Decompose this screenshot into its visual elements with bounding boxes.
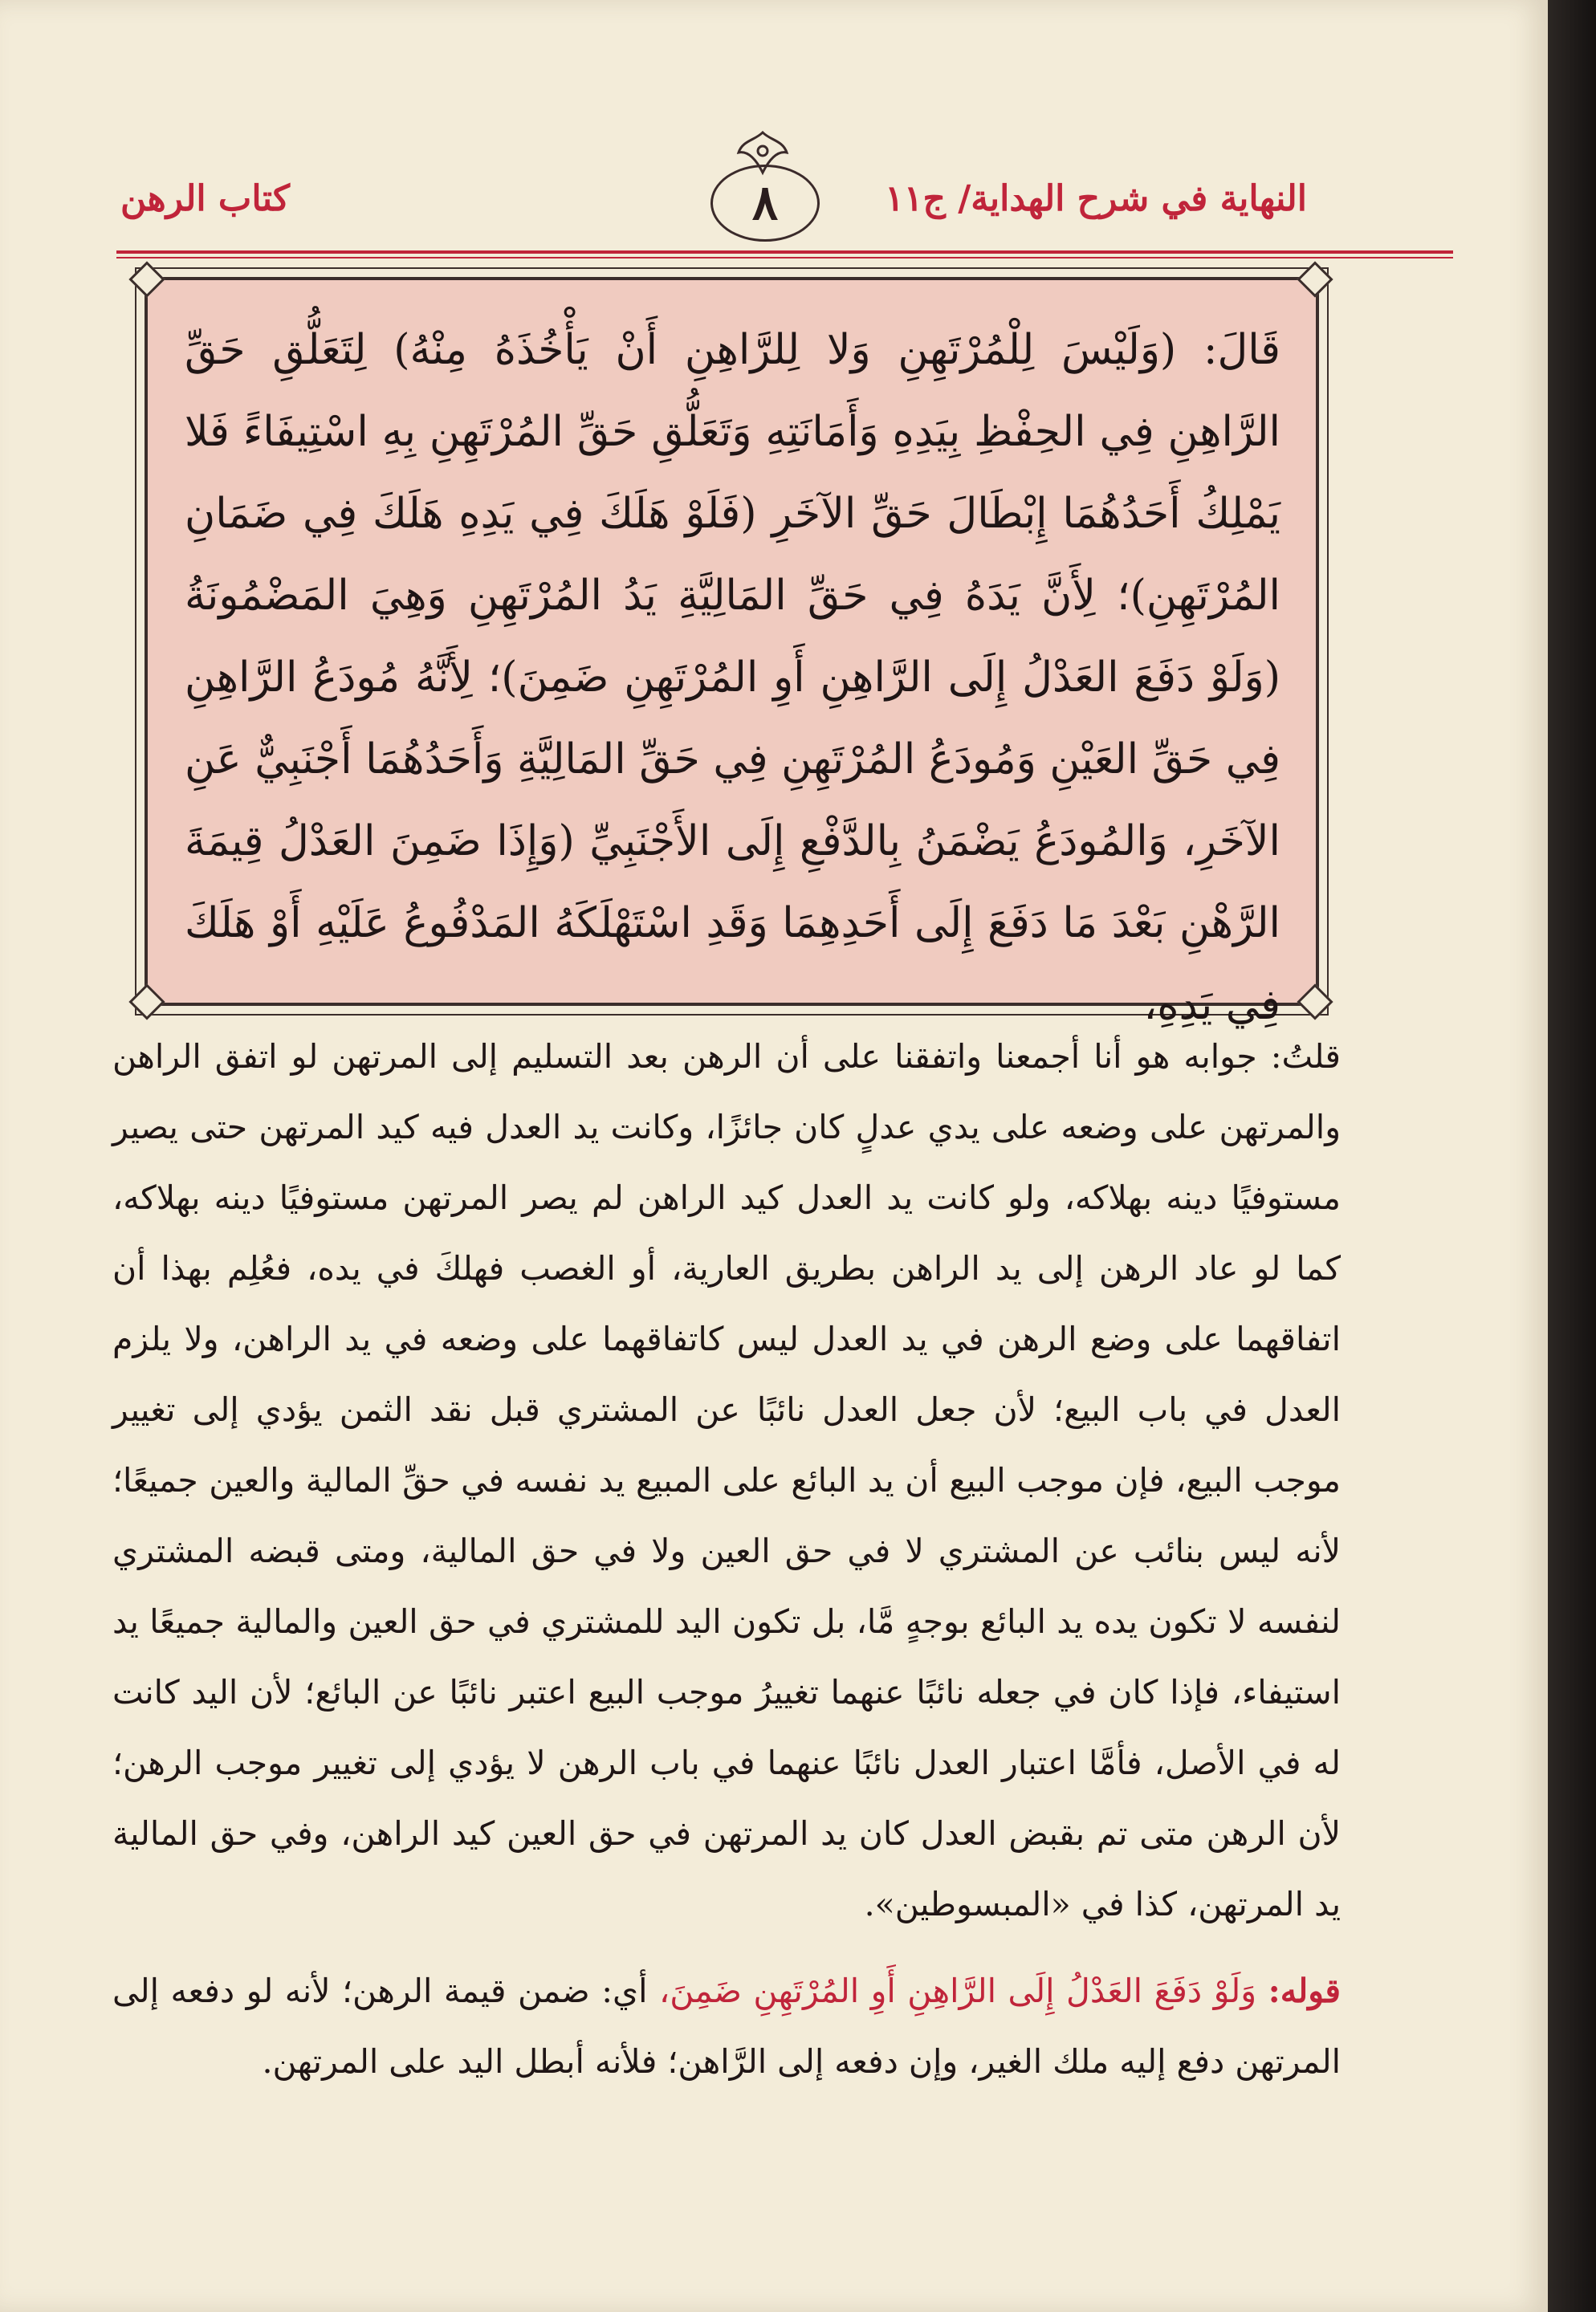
header-rule-thin (116, 257, 1453, 258)
book-cover-edge (1548, 0, 1596, 2312)
running-header-book-title: النهاية في شرح الهداية/ ج١١ (885, 178, 1307, 219)
running-header-chapter-title: كتاب الرهن (120, 178, 290, 219)
matn-paragraph: قَالَ: (وَلَيْسَ لِلْمُرْتَهِنِ وَلا لِلرَّاهِنِ أَنْ يَأْخُذَهُ مِنْهُ) لِتَعَلُّقِ حَقِّ الرَّاهِنِ فِي الحِفْظِ بِيَدِهِ وَأَمَانَتِهِ وَتَعَلُّقِ حَقِّ المُرْتَهِنِ بِهِ اسْتِيفَاءً فَلا يَمْلِكُ أَحَدُهُمَا إِبْطَالَ حَقِّ الآخَرِ (فَلَوْ هَلَكَ فِي يَدِهِ هَلَكَ فِي ضَمَانِ المُرْتَهِنِ)؛ لِأَنَّ يَدَهُ فِي حَقِّ المَالِيَّةِ يَدُ المُرْتَهِنِ وَهِيَ المَضْمُونَةُ (وَلَوْ دَفَعَ العَدْلُ إِلَى الرَّاهِنِ أَوِ المُرْتَهِنِ ضَمِنَ)؛ لِأَنَّهُ مُودَعُ الرَّاهِنِ فِي حَقِّ العَيْنِ وَمُودَعُ المُرْتَهِنِ فِي حَقِّ المَالِيَّةِ وَأَحَدُهُمَا أَجْنَبِيٌّ عَنِ الآخَرِ، وَالمُودَعُ يَضْمَنُ بِالدَّفْعِ إِلَى الأَجْنَبِيِّ (وَإِذَا ضَمِنَ العَدْلُ قِيمَةَ الرَّهْنِ بَعْدَ مَا دَفَعَ إِلَى أَحَدِهِمَا وَقَدِ اسْتَهْلَكَهُ المَدْفُوعُ عَلَيْهِ أَوْ هَلَكَ فِي يَدِهِ، (185, 326, 1280, 1029)
qawl-explanation: أي: ضمن قيمة الرهن؛ لأنه لو دفعه إلى المرتهن دفع إليه ملك الغير، وإن دفعه إلى الرَّاهن؛ فلأنه أبطل اليد على المرتهن. (112, 1972, 1341, 2081)
matn-text-block (185, 309, 1280, 1046)
commentary-text-block (112, 1021, 1341, 2097)
header-rule (116, 250, 1453, 254)
commentary-paragraph: قلتُ: جوابه هو أنا أجمعنا واتفقنا على أن الرهن بعد التسليم إلى المرتهن لو اتفق الراهن والمرتهن على وضعه على يدي عدلٍ كان جائزًا، وكانت يد العدل فيه كيد المرتهن حتى يصير مستوفيًا دينه بهلاكه، ولو كانت يد العدل كيد الراهن لم يصر المرتهن مستوفيًا دينه بهلاكه، كما لو عاد الرهن إلى يد الراهن بطريق العارية، أو الغصب فهلكَ في يده، فعُلِم بهذا أن اتفاقهما على وضع الرهن في يد العدل ليس كاتفاقهما على وضعه في يد الراهن، ولا يلزم العدل في باب البيع؛ لأن جعل العدل نائبًا عن المشتري قبل نقد الثمن يؤدي إلى تغيير موجب البيع، فإن موجب البيع أن يد البائع على المبيع يد نفسه في حقِّ المالية والعين جميعًا؛ لأنه ليس بنائب عن المشتري لا في حق العين ولا في حق المالية، ومتى قبضه المشتري لنفسه لا تكون يده يد البائع بوجهٍ مَّا، بل تكون اليد للمشتري في حق العين والمالية جميعًا يد استيفاء، فإذا كان في جعله نائبًا عنهما تغييرُ موجب البيع اعتبر نائبًا عن البائع؛ لأن اليد كانت له في الأصل، فأمَّا اعتبار العدل نائبًا عنهما في باب الرهن لا يؤدي إلى تغيير موجب الرهن؛ لأن الرهن متى تم بقبض العدل كان يد المرتهن في حق العين كيد الراهن، وفي حق المالية يد المرتهن، كذا في «المبسوطين». (112, 1037, 1341, 1923)
page-number: ٨ (710, 165, 820, 242)
qawl-label: قوله: (1268, 1972, 1341, 2010)
qawl-quote: وَلَوْ دَفَعَ العَدْلُ إِلَى الرَّاهِنِ أَوِ المُرْتَهِنِ ضَمِنَ، (658, 1972, 1257, 2010)
commentary-qawl-paragraph (112, 1956, 1341, 2097)
